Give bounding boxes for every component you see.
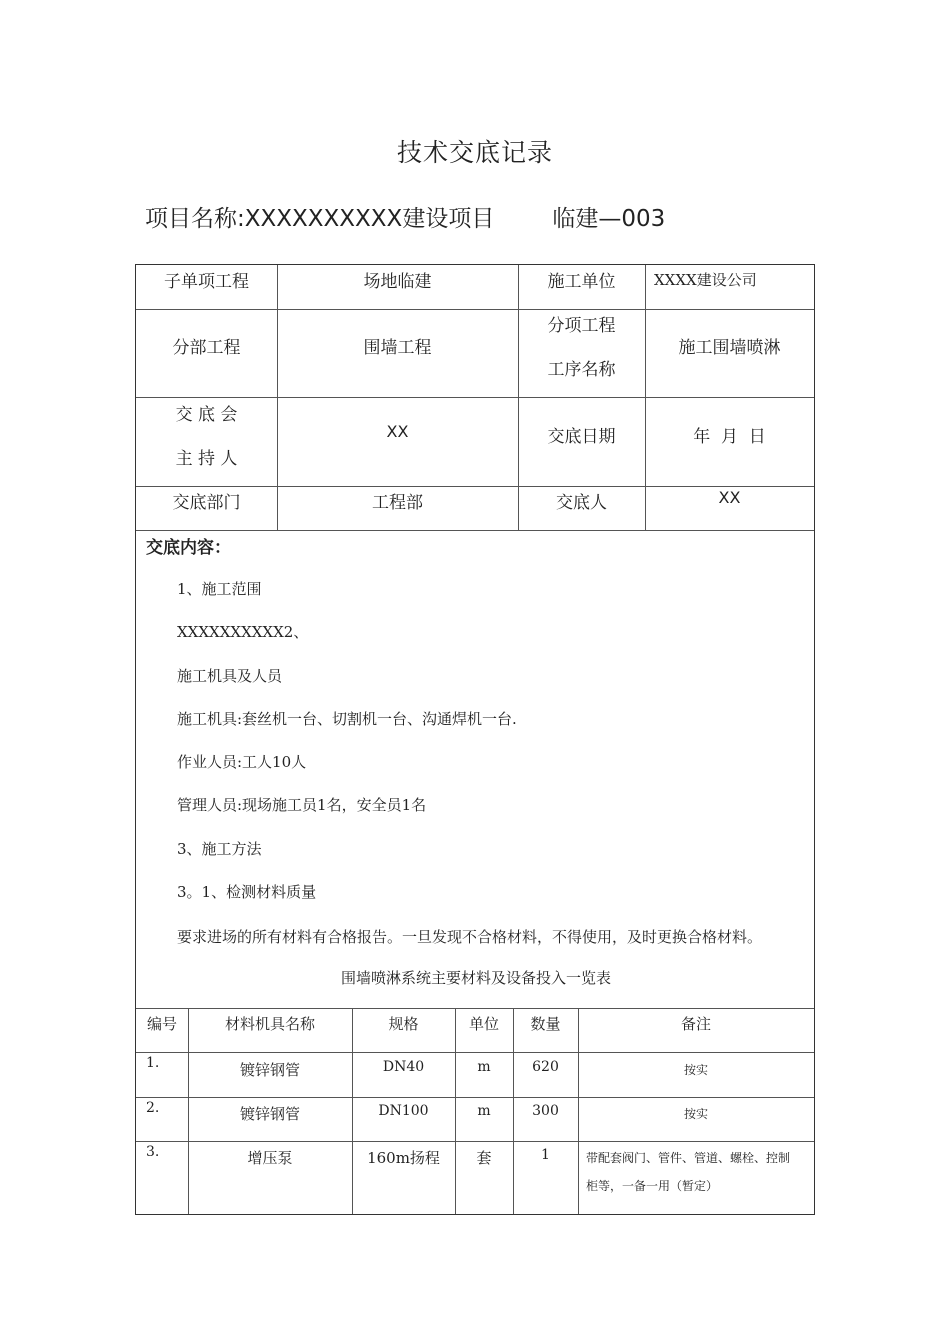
row-spec: DN40 [382,1059,425,1075]
row-qty: 620 [532,1059,559,1075]
dept-value: 工程部 [372,493,423,513]
materials-title: 围墙喷淋系统主要材料及设备投入一览表 [340,969,611,987]
row-unit: 套 [476,1149,492,1167]
grid-line [136,1141,814,1142]
person-label: 交底人 [556,493,607,513]
col-header-unit: 单位 [468,1015,499,1033]
row-unit: m [477,1059,491,1075]
content-line: 作业人员:工人10人 [177,753,307,771]
col-header-remark: 备注 [680,1015,711,1033]
contractor-label: 施工单位 [547,272,616,292]
row-remark-line-1: 带配套阀门、管件、管道、螺栓、控制 [586,1151,791,1165]
project-code: 临建—003 [552,206,666,232]
grid-line [136,1008,814,1009]
col-header-spec: 规格 [388,1015,419,1033]
row-unit: m [477,1103,491,1119]
content-line: 管理人员:现场施工员1名，安全员1名 [177,796,427,814]
person-value: XX [718,488,741,507]
col-header-qty: 数量 [530,1015,561,1033]
date-value: 年 月 日 [693,427,766,447]
row-no: 3. [146,1144,160,1160]
content-line: 施工机具:套丝机一台、切割机一台、沟通焊机一台. [177,710,517,728]
division-value: 围墙工程 [363,338,432,358]
grid-line [136,1052,814,1053]
dept-label: 交底部门 [172,493,241,513]
host-label-2: 主 持 人 [175,449,238,469]
project-name: 项目名称:XXXXXXXXXX建设项目 [145,206,495,232]
row-qty: 300 [532,1103,559,1119]
grid-line [136,397,814,398]
content-line: 3、施工方法 [177,840,262,858]
contractor-value: XXXX建设公司 [654,271,757,289]
item-value: 施工围墙喷淋 [678,338,781,358]
content-line: 1、施工范围 [177,580,262,598]
col-header-name: 材料机具名称 [224,1015,315,1033]
project-line [145,200,665,233]
row-name: 镀锌钢管 [239,1105,300,1123]
row-spec: 160m扬程 [367,1149,440,1167]
row-no: 1. [146,1055,160,1071]
grid-line [136,1097,814,1098]
page-title: 技术交底记录 [396,138,553,167]
row-remark-line-2: 柜等，一备一用（暂定） [586,1179,719,1193]
row-spec: DN100 [378,1103,429,1119]
item-label-2: 工序名称 [547,360,616,380]
sub-project-label: 子单项工程 [164,272,249,292]
row-remark: 按实 [683,1107,708,1121]
content-line: 3。1、检测材料质量 [177,883,317,901]
division-label: 分部工程 [172,338,241,358]
grid-line [136,309,814,310]
host-label-1: 交 底 会 [175,405,238,425]
col-header-no: 编号 [146,1015,177,1033]
row-qty: 1 [541,1147,550,1163]
content-line: XXXXXXXXXX2、 [177,623,309,641]
host-value: XX [386,422,409,441]
item-label-1: 分项工程 [547,316,616,336]
content-line: 施工机具及人员 [177,667,283,685]
grid-line [136,486,814,487]
content-heading: 交底内容： [146,538,231,558]
row-no: 2. [146,1100,160,1116]
row-name: 镀锌钢管 [239,1061,300,1079]
row-name: 增压泵 [247,1149,293,1167]
row-remark: 按实 [683,1063,708,1077]
date-label: 交底日期 [547,427,616,447]
record-sheet [135,264,815,1215]
content-line: 要求进场的所有材料有合格报告。一旦发现不合格材料，不得使用，及时更换合格材料。 [177,928,763,946]
grid-line [136,530,814,531]
sub-project-value: 场地临建 [363,272,432,292]
